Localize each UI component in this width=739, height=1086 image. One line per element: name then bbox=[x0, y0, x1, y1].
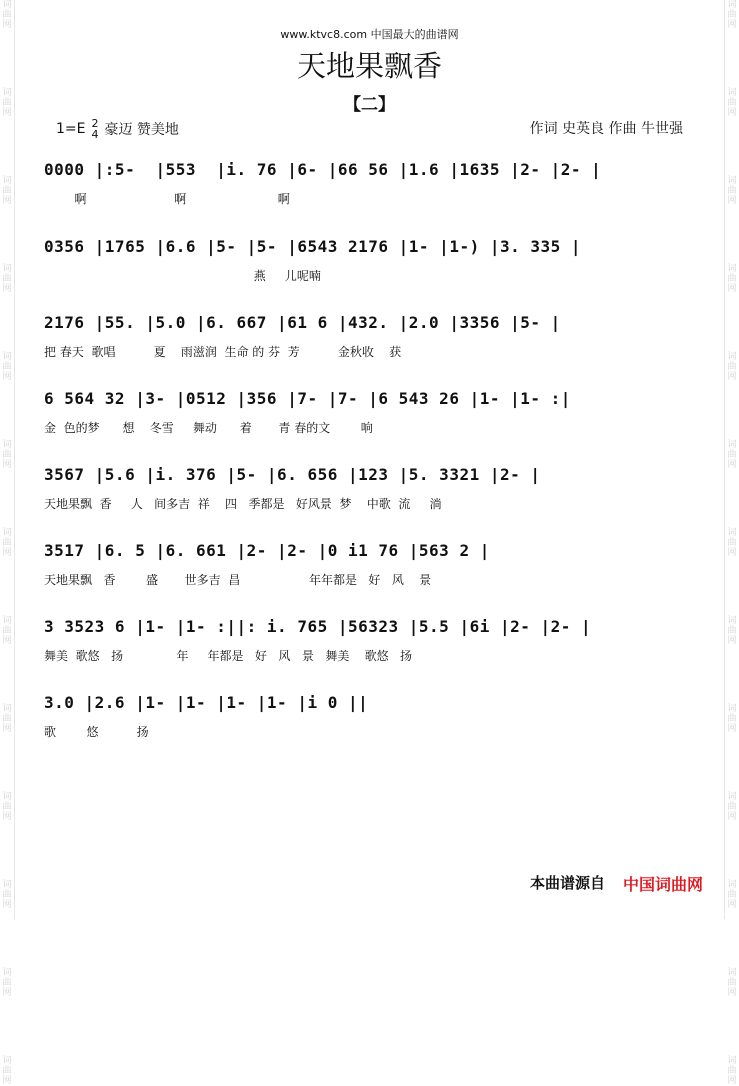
right-watermark-strip bbox=[724, 0, 739, 1086]
notes-line: 3567 |5.6 |i. 376 |5- |6. 656 |123 |5. 3321 |2- | bbox=[44, 465, 541, 484]
watermark-char: 网 bbox=[2, 812, 12, 822]
notes-line: 2176 |55. |5.0 |6. 667 |61 6 |432. |2.0 |3356 |5- | bbox=[44, 313, 561, 332]
watermark-group bbox=[725, 792, 739, 822]
notes-line: 3517 |6. 5 |6. 661 |2- |2- |0 i1 76 |563 2 | bbox=[44, 541, 490, 560]
watermark-char: 网 bbox=[2, 20, 12, 30]
watermark-char: 曲 bbox=[727, 1066, 737, 1076]
watermark-group bbox=[0, 352, 14, 382]
watermark-char: 网 bbox=[727, 196, 737, 206]
watermark-char: 词 bbox=[2, 440, 12, 450]
watermark-group bbox=[725, 440, 739, 470]
page-title: 天地果飘香 bbox=[296, 49, 442, 83]
watermark-group bbox=[725, 528, 739, 558]
lyrics-line: 把 春天 歌唱 夏 雨滋润 生命 的 芬 芳 金秋收 获 bbox=[44, 345, 402, 359]
watermark-char: 词 bbox=[2, 264, 12, 274]
watermark-char: 曲 bbox=[727, 714, 737, 724]
tempo-marking: 豪迈 赞美地 bbox=[104, 122, 179, 138]
watermark-char: 词 bbox=[727, 528, 737, 538]
watermark-char: 网 bbox=[2, 988, 12, 998]
watermark-char: 词 bbox=[727, 704, 737, 714]
watermark-char: 网 bbox=[727, 1076, 737, 1086]
lyrics-line: 金 色的梦 想 冬雪 舞动 着 青 春的文 响 bbox=[44, 421, 373, 435]
score-line-4 bbox=[44, 389, 690, 435]
score-line-5 bbox=[44, 465, 690, 511]
watermark-char: 网 bbox=[2, 1076, 12, 1086]
lyrics-line: 天地果飘 香 人 间多吉 祥 四 季都是 好风景 梦 中歌 流 淌 bbox=[44, 497, 442, 511]
watermark-group bbox=[725, 968, 739, 998]
source-footer bbox=[530, 872, 703, 895]
watermark-char: 词 bbox=[2, 176, 12, 186]
part-subtitle: 【二】 bbox=[344, 95, 395, 115]
watermark-char: 曲 bbox=[727, 978, 737, 988]
watermark-char: 网 bbox=[2, 636, 12, 646]
watermark-group bbox=[725, 1056, 739, 1086]
watermark-group bbox=[0, 176, 14, 206]
watermark-group bbox=[725, 616, 739, 646]
watermark-char: 网 bbox=[727, 372, 737, 382]
source-label: 本曲谱源自 bbox=[529, 874, 605, 892]
score-line-8 bbox=[44, 693, 690, 739]
watermark-char: 曲 bbox=[2, 186, 12, 196]
lyrics-line: 啊 啊 啊 bbox=[44, 192, 290, 206]
watermark-char: 网 bbox=[727, 988, 737, 998]
watermark-char: 曲 bbox=[727, 186, 737, 196]
watermark-char: 词 bbox=[727, 264, 737, 274]
watermark-char: 网 bbox=[727, 460, 737, 470]
watermark-group bbox=[0, 792, 14, 822]
watermark-char: 网 bbox=[727, 548, 737, 558]
watermark-char: 曲 bbox=[2, 890, 12, 900]
watermark-char: 网 bbox=[2, 460, 12, 470]
lyrics-line: 燕 儿呢喃 bbox=[44, 269, 321, 283]
watermark-group bbox=[0, 528, 14, 558]
notes-line: 3.0 |2.6 |1- |1- |1- |1- |i 0 || bbox=[44, 693, 369, 712]
watermark-char: 词 bbox=[2, 352, 12, 362]
watermark-group bbox=[725, 264, 739, 294]
watermark-group bbox=[725, 704, 739, 734]
watermark-char: 网 bbox=[2, 108, 12, 118]
watermark-char: 曲 bbox=[2, 802, 12, 812]
watermark-char: 网 bbox=[727, 900, 737, 910]
notes-line: 3 3523 6 |1- |1- :||: i. 765 |56323 |5.5 |6i |2- |2- | bbox=[44, 617, 592, 636]
watermark-char: 曲 bbox=[727, 10, 737, 20]
watermark-char: 词 bbox=[2, 528, 12, 538]
watermark-char: 曲 bbox=[2, 98, 12, 108]
score-line-3 bbox=[44, 313, 690, 359]
watermark-char: 曲 bbox=[727, 538, 737, 548]
watermark-group bbox=[0, 704, 14, 734]
watermark-char: 词 bbox=[727, 176, 737, 186]
watermark-char: 网 bbox=[727, 108, 737, 118]
watermark-char: 词 bbox=[2, 1056, 12, 1066]
watermark-group bbox=[0, 440, 14, 470]
watermark-char: 曲 bbox=[2, 978, 12, 988]
watermark-group bbox=[0, 616, 14, 646]
watermark-char: 网 bbox=[727, 812, 737, 822]
watermark-char: 词 bbox=[2, 880, 12, 890]
watermark-char: 词 bbox=[2, 0, 12, 10]
watermark-char: 曲 bbox=[2, 450, 12, 460]
watermark-char: 曲 bbox=[727, 98, 737, 108]
watermark-char: 词 bbox=[727, 880, 737, 890]
site-line: www.ktvc8.com 中国最大的曲谱网 bbox=[280, 28, 459, 41]
watermark-char: 曲 bbox=[2, 626, 12, 636]
watermark-char: 网 bbox=[2, 548, 12, 558]
watermark-char: 网 bbox=[727, 20, 737, 30]
watermark-char: 词 bbox=[727, 616, 737, 626]
key-signature-block bbox=[56, 118, 179, 140]
watermark-char: 词 bbox=[2, 792, 12, 802]
watermark-char: 词 bbox=[2, 968, 12, 978]
watermark-char: 词 bbox=[727, 352, 737, 362]
watermark-char: 词 bbox=[727, 88, 737, 98]
lyrics-line: 天地果飘 香 盛 世多吉 昌 年年都是 好 风 景 bbox=[44, 573, 432, 587]
watermark-char: 网 bbox=[2, 284, 12, 294]
notes-line: 6 564 32 |3- |0512 |356 |7- |7- |6 543 26 |1- |1- :| bbox=[44, 389, 571, 408]
watermark-char: 网 bbox=[727, 724, 737, 734]
watermark-group bbox=[725, 880, 739, 910]
watermark-char: 词 bbox=[2, 704, 12, 714]
watermark-char: 词 bbox=[727, 968, 737, 978]
watermark-char: 词 bbox=[727, 0, 737, 10]
watermark-char: 词 bbox=[2, 88, 12, 98]
watermark-group bbox=[0, 880, 14, 910]
watermark-char: 词 bbox=[727, 792, 737, 802]
watermark-group bbox=[0, 264, 14, 294]
watermark-char: 网 bbox=[2, 900, 12, 910]
watermark-char: 曲 bbox=[2, 538, 12, 548]
source-brand: 中国词曲网 bbox=[622, 875, 703, 894]
watermark-char: 曲 bbox=[727, 450, 737, 460]
time-bottom: 4 bbox=[91, 128, 99, 141]
watermark-char: 曲 bbox=[727, 626, 737, 636]
score-line-1 bbox=[44, 160, 690, 206]
watermark-char: 网 bbox=[727, 284, 737, 294]
notes-line: 0356 |1765 |6.6 |5- |5- |6543 2176 |1- |1-) |3. 335 | bbox=[44, 237, 582, 256]
watermark-char: 曲 bbox=[2, 10, 12, 20]
watermark-char: 曲 bbox=[727, 802, 737, 812]
watermark-group bbox=[0, 968, 14, 998]
score-line-6 bbox=[44, 541, 690, 587]
watermark-char: 曲 bbox=[2, 1066, 12, 1076]
watermark-char: 词 bbox=[2, 616, 12, 626]
key-signature: 1=E bbox=[56, 121, 86, 137]
left-watermark-strip bbox=[0, 0, 15, 1086]
watermark-char: 词 bbox=[727, 1056, 737, 1066]
credits: 作词 史英良 作曲 牛世强 bbox=[529, 121, 683, 137]
watermark-group bbox=[725, 352, 739, 382]
watermark-char: 网 bbox=[2, 196, 12, 206]
watermark-char: 网 bbox=[2, 724, 12, 734]
watermark-char: 曲 bbox=[2, 714, 12, 724]
time-signature bbox=[91, 118, 98, 140]
notes-line: 0000 |:5- |553 |i. 76 |6- |66 56 |1.6 |1635 |2- |2- | bbox=[44, 160, 602, 179]
watermark-char: 网 bbox=[2, 372, 12, 382]
watermark-char: 曲 bbox=[727, 362, 737, 372]
watermark-char: 曲 bbox=[2, 362, 12, 372]
watermark-group bbox=[0, 1056, 14, 1086]
score-line-2 bbox=[44, 237, 690, 283]
watermark-char: 曲 bbox=[727, 274, 737, 284]
lyrics-line: 舞美 歌悠 扬 年 年都是 好 风 景 舞美 歌悠 扬 bbox=[44, 649, 413, 663]
watermark-char: 词 bbox=[727, 440, 737, 450]
watermark-group bbox=[725, 176, 739, 206]
watermark-char: 曲 bbox=[2, 274, 12, 284]
time-top: 2 bbox=[91, 117, 99, 130]
watermark-char: 曲 bbox=[727, 890, 737, 900]
lyrics-line: 歌 悠 扬 bbox=[44, 725, 149, 739]
watermark-char: 网 bbox=[727, 636, 737, 646]
score-line-7 bbox=[44, 617, 690, 663]
